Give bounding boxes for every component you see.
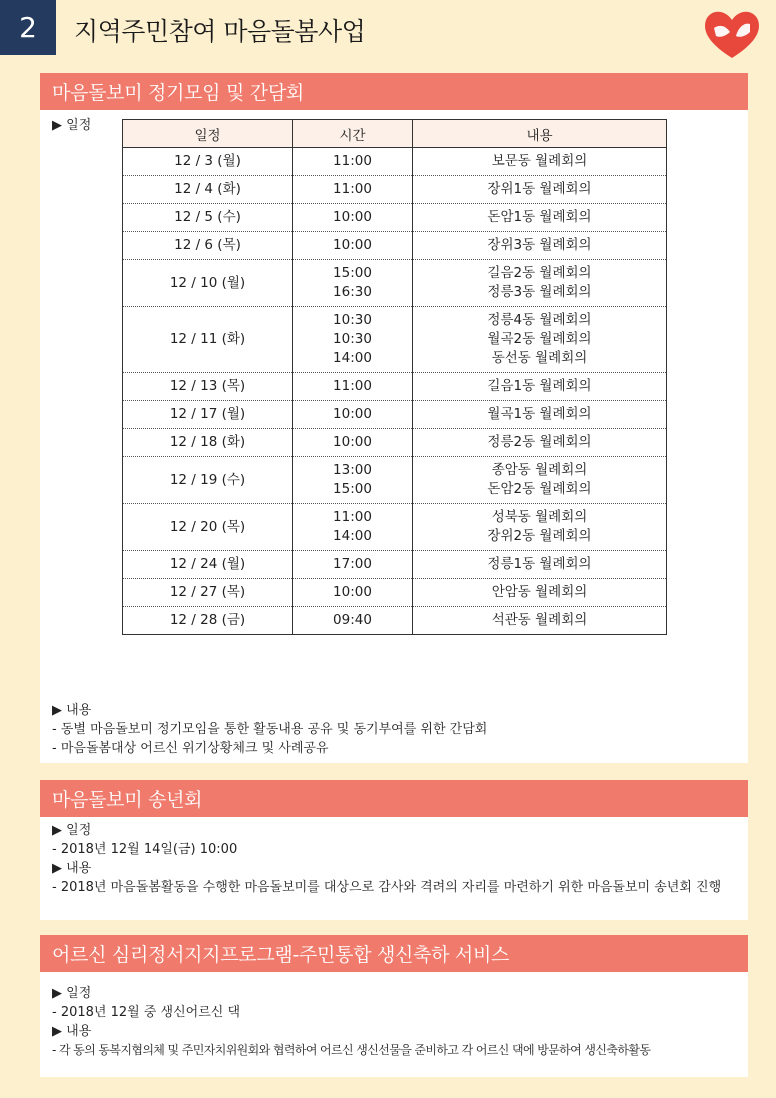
cell-content bbox=[413, 204, 667, 232]
schedule-table bbox=[122, 119, 667, 635]
column-header-content: 내용 bbox=[413, 120, 667, 148]
heart-hands-icon bbox=[700, 6, 764, 62]
time-value: 10:00 bbox=[333, 209, 372, 225]
table-row bbox=[123, 232, 667, 260]
schedule-label: ▶ 일정 bbox=[52, 823, 92, 838]
cell-date: 12 / 17 (월) bbox=[123, 401, 293, 429]
cell-time bbox=[293, 401, 413, 429]
cell-date: 12 / 10 (월) bbox=[123, 260, 293, 307]
cell-content bbox=[413, 373, 667, 401]
section-number: 2 bbox=[0, 0, 56, 55]
table-row bbox=[123, 457, 667, 504]
content-value: 장위3동 월례회의 bbox=[487, 237, 592, 253]
cell-time bbox=[293, 373, 413, 401]
content-line: - 2018년 마음돌봄활동을 수행한 마음돌보미를 대상으로 감사와 격려의 자리를 마련하기 위한 마음돌보미 송년회 진행 bbox=[52, 880, 722, 895]
cell-time bbox=[293, 429, 413, 457]
schedule-label: ▶ 일정 bbox=[52, 986, 92, 1001]
cell-date: 12 / 20 (목) bbox=[123, 504, 293, 551]
cell-date: 12 / 4 (화) bbox=[123, 176, 293, 204]
table-row bbox=[123, 373, 667, 401]
column-header-date: 일정 bbox=[123, 120, 293, 148]
content-value: 장위2동 월례회의 bbox=[487, 528, 592, 544]
time-value: 11:00 bbox=[333, 153, 372, 169]
content-value: 장위1동 월례회의 bbox=[487, 181, 592, 197]
cell-content bbox=[413, 551, 667, 579]
column-header-time: 시간 bbox=[293, 120, 413, 148]
cell-date: 12 / 19 (수) bbox=[123, 457, 293, 504]
cell-date: 12 / 5 (수) bbox=[123, 204, 293, 232]
time-value: 14:00 bbox=[333, 528, 372, 544]
time-value: 10:00 bbox=[333, 584, 372, 600]
time-value: 15:00 bbox=[333, 481, 372, 497]
content-value: 정릉2동 월례회의 bbox=[487, 434, 592, 450]
content-value: 길음2동 월례회의 bbox=[487, 265, 592, 281]
time-value: 11:00 bbox=[333, 378, 372, 394]
cell-date: 12 / 28 (금) bbox=[123, 607, 293, 635]
time-value: 11:00 bbox=[333, 509, 372, 525]
content-line: - 동별 마음돌보미 정기모임을 통한 활동내용 공유 및 동기부여를 위한 간담회 bbox=[52, 722, 488, 737]
content-value: 동선동 월례회의 bbox=[491, 350, 588, 366]
time-value: 11:00 bbox=[333, 181, 372, 197]
table-row bbox=[123, 429, 667, 457]
page-title: 지역주민참여 마음돌봄사업 bbox=[74, 17, 366, 46]
table-row bbox=[123, 176, 667, 204]
table-row bbox=[123, 504, 667, 551]
table-header-row bbox=[123, 120, 667, 148]
time-value: 10:30 bbox=[333, 331, 372, 347]
table-row bbox=[123, 148, 667, 176]
cell-content bbox=[413, 232, 667, 260]
cell-content bbox=[413, 579, 667, 607]
content-value: 안암동 월례회의 bbox=[491, 584, 588, 600]
time-value: 13:00 bbox=[333, 462, 372, 478]
cell-date: 12 / 27 (목) bbox=[123, 579, 293, 607]
content-value: 돈암2동 월례회의 bbox=[487, 481, 592, 497]
schedule-line: - 2018년 12월 14일(금) 10:00 bbox=[52, 842, 238, 857]
cell-date: 12 / 11 (화) bbox=[123, 307, 293, 373]
cell-content bbox=[413, 307, 667, 373]
schedule-line: - 2018년 12월 중 생신어르신 댁 bbox=[52, 1005, 241, 1020]
time-value: 10:00 bbox=[333, 434, 372, 450]
cell-time bbox=[293, 607, 413, 635]
cell-date: 12 / 24 (월) bbox=[123, 551, 293, 579]
content-label: ▶ 내용 bbox=[52, 703, 92, 718]
time-value: 10:00 bbox=[333, 406, 372, 422]
content-value: 석관동 월례회의 bbox=[491, 612, 588, 628]
content-value: 정릉3동 월례회의 bbox=[487, 284, 592, 300]
table-row bbox=[123, 579, 667, 607]
table-row bbox=[123, 204, 667, 232]
content-value: 성북동 월례회의 bbox=[491, 509, 588, 525]
cell-content bbox=[413, 176, 667, 204]
cell-content bbox=[413, 260, 667, 307]
content-label: ▶ 내용 bbox=[52, 1024, 92, 1039]
table-row bbox=[123, 551, 667, 579]
content-value: 월곡2동 월례회의 bbox=[487, 331, 592, 347]
cell-time bbox=[293, 176, 413, 204]
table-row bbox=[123, 307, 667, 373]
section-year-end-party bbox=[40, 780, 748, 920]
cell-content bbox=[413, 148, 667, 176]
cell-content bbox=[413, 457, 667, 504]
page-header bbox=[0, 0, 776, 60]
cell-time bbox=[293, 579, 413, 607]
cell-date: 12 / 6 (목) bbox=[123, 232, 293, 260]
table-row bbox=[123, 260, 667, 307]
cell-time bbox=[293, 204, 413, 232]
content-value: 보문동 월례회의 bbox=[491, 153, 588, 169]
content-value: 길음1동 월례회의 bbox=[487, 378, 592, 394]
content-value: 돈암1동 월례회의 bbox=[487, 209, 592, 225]
cell-date: 12 / 13 (목) bbox=[123, 373, 293, 401]
section-title: 마음돌보미 송년회 bbox=[40, 780, 748, 817]
content-value: 정릉4동 월례회의 bbox=[487, 312, 592, 328]
time-value: 17:00 bbox=[333, 556, 372, 572]
cell-time bbox=[293, 232, 413, 260]
cell-time bbox=[293, 307, 413, 373]
time-value: 14:00 bbox=[333, 350, 372, 366]
section-title: 어르신 심리정서지지프로그램-주민통합 생신축하 서비스 bbox=[40, 935, 748, 972]
cell-time bbox=[293, 260, 413, 307]
table-row bbox=[123, 607, 667, 635]
cell-content bbox=[413, 401, 667, 429]
time-value: 09:40 bbox=[333, 612, 372, 628]
section-title: 마음돌보미 정기모임 및 간담회 bbox=[40, 73, 748, 110]
cell-content bbox=[413, 607, 667, 635]
cell-content bbox=[413, 504, 667, 551]
content-value: 종암동 월례회의 bbox=[491, 462, 588, 478]
schedule-label: ▶ 일정 bbox=[52, 118, 92, 133]
cell-time bbox=[293, 504, 413, 551]
cell-time bbox=[293, 148, 413, 176]
time-value: 16:30 bbox=[333, 284, 372, 300]
content-line: - 각 동의 동복지협의체 및 주민자치위원회와 협력하여 어르신 생신선물을 준비하고 각 어르신 댁에 방문하여 생신축하활동 bbox=[52, 1043, 651, 1057]
cell-content bbox=[413, 429, 667, 457]
cell-date: 12 / 18 (화) bbox=[123, 429, 293, 457]
cell-time bbox=[293, 457, 413, 504]
content-label: ▶ 내용 bbox=[52, 861, 92, 876]
content-line: - 마음돌봄대상 어르신 위기상황체크 및 사례공유 bbox=[52, 741, 329, 756]
content-value: 정릉1동 월례회의 bbox=[487, 556, 592, 572]
time-value: 10:00 bbox=[333, 237, 372, 253]
time-value: 15:00 bbox=[333, 265, 372, 281]
cell-time bbox=[293, 551, 413, 579]
time-value: 10:30 bbox=[333, 312, 372, 328]
table-row bbox=[123, 401, 667, 429]
section-birthday-service bbox=[40, 935, 748, 1077]
cell-date: 12 / 3 (월) bbox=[123, 148, 293, 176]
section-regular-meeting bbox=[40, 73, 748, 763]
content-value: 월곡1동 월례회의 bbox=[487, 406, 592, 422]
